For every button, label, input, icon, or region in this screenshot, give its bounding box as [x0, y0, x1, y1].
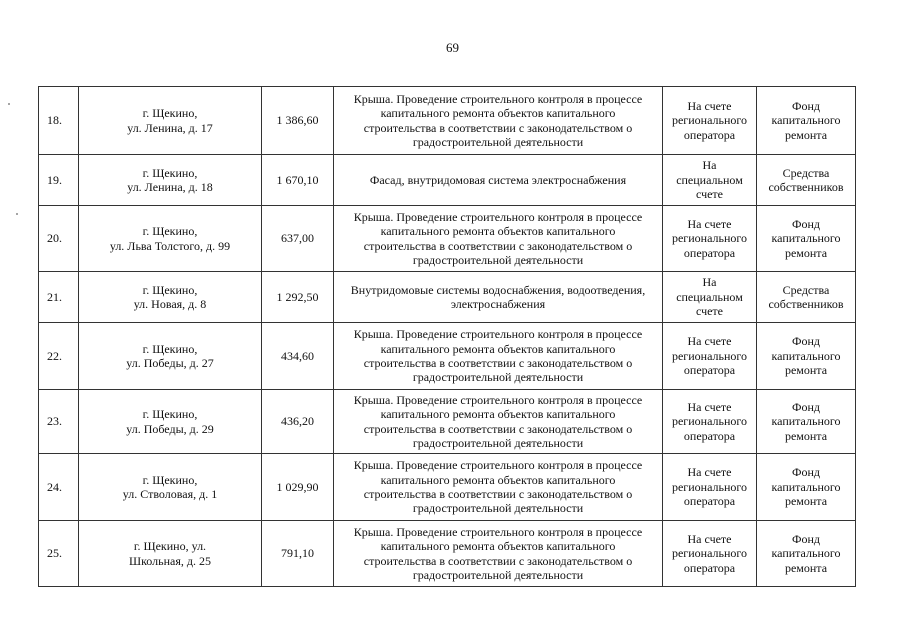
account-method-cell-line: специальном	[676, 289, 743, 304]
works-cell-line: капитального ремонта объектов капитального	[380, 539, 616, 554]
area-cell: 1 386,60	[262, 87, 334, 155]
funding-source-cell	[757, 87, 856, 155]
table-row	[39, 206, 856, 272]
funding-source-cell-line: Средства	[782, 165, 830, 180]
account-method-cell-line: регионального	[671, 113, 748, 128]
account-method-cell-line: регионального	[671, 414, 748, 429]
funding-source-cell-line: капитального	[771, 546, 841, 561]
account-method-cell-line: На счете	[687, 98, 732, 113]
address-cell-line: г. Щекино,	[142, 341, 198, 356]
account-method-cell-line: оператора	[683, 428, 736, 443]
area-cell: 791,10	[262, 521, 334, 587]
works-cell-line: Фасад, внутридомовая система электроснабжения	[369, 172, 627, 187]
account-method-cell	[663, 155, 757, 206]
account-method-cell-line: оператора	[683, 245, 736, 260]
works-cell	[334, 454, 663, 521]
works-cell-line: капитального ремонта объектов капитального	[380, 341, 616, 356]
address-cell-line: г. Щекино,	[142, 224, 198, 239]
account-method-cell-line: оператора	[683, 494, 736, 509]
address-cell	[79, 272, 262, 323]
funding-source-cell-line: Фонд	[791, 98, 820, 113]
area-cell: 637,00	[262, 206, 334, 272]
account-method-cell-line: На счете	[687, 399, 732, 414]
address-cell-line: г. Щекино,	[142, 472, 198, 487]
row-number: 25.	[39, 521, 79, 587]
address-cell-line: ул. Ленина, д. 17	[127, 120, 213, 135]
table-body	[39, 87, 856, 587]
row-number: 24.	[39, 454, 79, 521]
funding-source-cell-line: капитального	[771, 479, 841, 494]
account-method-cell	[663, 323, 757, 390]
account-method-cell	[663, 206, 757, 272]
works-cell	[334, 206, 663, 272]
scan-speck	[16, 213, 18, 215]
funding-source-cell-line: капитального	[771, 414, 841, 429]
works-cell-line: градостроительной деятельности	[412, 435, 584, 450]
works-cell-line: строительства в соответствии с законодательством о	[363, 487, 633, 501]
funding-source-cell	[757, 272, 856, 323]
address-cell	[79, 390, 262, 454]
account-method-cell-line: На	[702, 158, 717, 173]
works-cell-line: электроснабжения	[450, 297, 546, 311]
funding-source-cell-line: капитального	[771, 113, 841, 128]
funding-source-cell-line: ремонта	[784, 245, 828, 260]
account-method-cell-line: специальном	[676, 172, 743, 187]
account-method-cell-line: На счете	[687, 531, 732, 546]
funding-source-cell-line: Средства	[782, 282, 830, 297]
account-method-cell-line: На счете	[687, 334, 732, 349]
account-method-cell	[663, 454, 757, 521]
account-method-cell-line: счете	[695, 187, 724, 202]
address-cell	[79, 521, 262, 587]
funding-source-cell	[757, 323, 856, 390]
account-method-cell	[663, 272, 757, 323]
address-cell	[79, 323, 262, 390]
works-cell	[334, 390, 663, 454]
funding-source-cell-line: собственников	[768, 297, 844, 311]
works-cell-line: Крыша. Проведение строительного контроля в процессе	[353, 524, 643, 539]
works-cell-line: строительства в соответствии с законодательством о	[363, 421, 633, 436]
address-cell	[79, 454, 262, 521]
area-cell: 434,60	[262, 323, 334, 390]
works-cell	[334, 521, 663, 587]
row-number: 20.	[39, 206, 79, 272]
account-method-cell	[663, 390, 757, 454]
works-cell	[334, 87, 663, 155]
funding-source-cell-line: ремонта	[784, 363, 828, 378]
works-cell-line: градостроительной деятельности	[412, 567, 584, 582]
area-cell: 436,20	[262, 390, 334, 454]
funding-source-cell-line: капитального	[771, 231, 841, 246]
funding-source-cell	[757, 206, 856, 272]
works-cell-line: Крыша. Проведение строительного контроля в процессе	[353, 91, 643, 106]
works-cell-line: Крыша. Проведение строительного контроля в процессе	[353, 458, 643, 473]
works-cell-line: строительства в соответствии с законодательством о	[363, 356, 633, 370]
works-cell-line: градостроительной деятельности	[412, 370, 584, 385]
account-method-cell-line: регионального	[671, 231, 748, 246]
table-row	[39, 323, 856, 390]
works-cell-line: капитального ремонта объектов капитального	[380, 472, 616, 487]
funding-source-cell-line: ремонта	[784, 560, 828, 575]
funding-source-cell-line: собственников	[768, 180, 844, 194]
row-number: 23.	[39, 390, 79, 454]
funding-source-cell-line: Фонд	[791, 465, 820, 480]
works-cell-line: градостроительной деятельности	[412, 252, 584, 267]
account-method-cell	[663, 521, 757, 587]
works-cell	[334, 272, 663, 323]
funding-source-cell-line: Фонд	[791, 334, 820, 349]
account-method-cell-line: счете	[695, 304, 724, 319]
works-cell-line: строительства в соответствии с законодательством о	[363, 238, 633, 253]
page-number: 69	[446, 40, 459, 55]
funding-source-cell	[757, 454, 856, 521]
funding-source-cell-line: Фонд	[791, 531, 820, 546]
table-row	[39, 521, 856, 587]
account-method-cell-line: оператора	[683, 363, 736, 378]
funding-source-cell	[757, 155, 856, 206]
funding-source-cell-line: Фонд	[791, 399, 820, 414]
repair-table	[38, 86, 856, 587]
funding-source-cell-line: ремонта	[784, 494, 828, 509]
address-cell	[79, 87, 262, 155]
account-method-cell-line: оператора	[683, 127, 736, 142]
area-cell: 1 292,50	[262, 272, 334, 323]
works-cell-line: капитального ремонта объектов капитального	[380, 106, 616, 121]
works-cell-line: капитального ремонта объектов капитального	[380, 407, 616, 422]
works-cell-line: Крыша. Проведение строительного контроля в процессе	[353, 327, 643, 342]
address-cell	[79, 206, 262, 272]
works-cell-line: строительства в соответствии с законодательством о	[363, 120, 633, 135]
account-method-cell-line: регионального	[671, 546, 748, 561]
table-row	[39, 87, 856, 155]
funding-source-cell-line: капитального	[771, 348, 841, 363]
account-method-cell-line: регионального	[671, 348, 748, 363]
address-cell-line: ул. Ленина, д. 18	[127, 180, 213, 194]
address-cell-line: г. Щекино,	[142, 106, 198, 121]
address-cell-line: ул. Победы, д. 27	[126, 356, 214, 370]
funding-source-cell	[757, 390, 856, 454]
address-cell-line: г. Щекино,	[142, 407, 198, 422]
address-cell-line: ул. Новая, д. 8	[133, 297, 207, 311]
address-cell-line: г. Щекино,	[142, 282, 198, 297]
table-row	[39, 155, 856, 206]
works-cell-line: Крыша. Проведение строительного контроля в процессе	[353, 392, 643, 407]
account-method-cell-line: На счете	[687, 465, 732, 480]
works-cell-line: Внутридомовые системы водоснабжения, водоотведения,	[350, 282, 646, 297]
area-cell: 1 029,90	[262, 454, 334, 521]
row-number: 21.	[39, 272, 79, 323]
table-row	[39, 390, 856, 454]
works-cell-line: строительства в соответствии с законодательством о	[363, 553, 633, 568]
works-cell	[334, 323, 663, 390]
funding-source-cell-line: Фонд	[791, 216, 820, 231]
address-cell-line: ул. Стволовая, д. 1	[122, 487, 218, 501]
table-row	[39, 454, 856, 521]
address-cell-line: ул. Победы, д. 29	[126, 421, 214, 436]
account-method-cell	[663, 87, 757, 155]
account-method-cell-line: регионального	[671, 479, 748, 494]
account-method-cell-line: На счете	[687, 216, 732, 231]
address-cell-line: г. Щекино,	[142, 165, 198, 180]
address-cell	[79, 155, 262, 206]
account-method-cell-line: оператора	[683, 560, 736, 575]
table-row	[39, 272, 856, 323]
row-number: 19.	[39, 155, 79, 206]
address-cell-line: ул. Льва Толстого, д. 99	[109, 238, 231, 253]
funding-source-cell-line: ремонта	[784, 127, 828, 142]
funding-source-cell-line: ремонта	[784, 428, 828, 443]
works-cell-line: градостроительной деятельности	[412, 501, 584, 516]
works-cell-line: капитального ремонта объектов капитального	[380, 224, 616, 239]
address-cell-line: г. Щекино, ул.	[133, 539, 207, 554]
scan-speck	[8, 103, 10, 105]
area-cell: 1 670,10	[262, 155, 334, 206]
funding-source-cell	[757, 521, 856, 587]
works-cell-line: градостроительной деятельности	[412, 134, 584, 149]
row-number: 18.	[39, 87, 79, 155]
address-cell-line: Школьная, д. 25	[128, 553, 211, 568]
row-number: 22.	[39, 323, 79, 390]
account-method-cell-line: На	[702, 275, 717, 290]
works-cell-line: Крыша. Проведение строительного контроля в процессе	[353, 209, 643, 224]
works-cell	[334, 155, 663, 206]
